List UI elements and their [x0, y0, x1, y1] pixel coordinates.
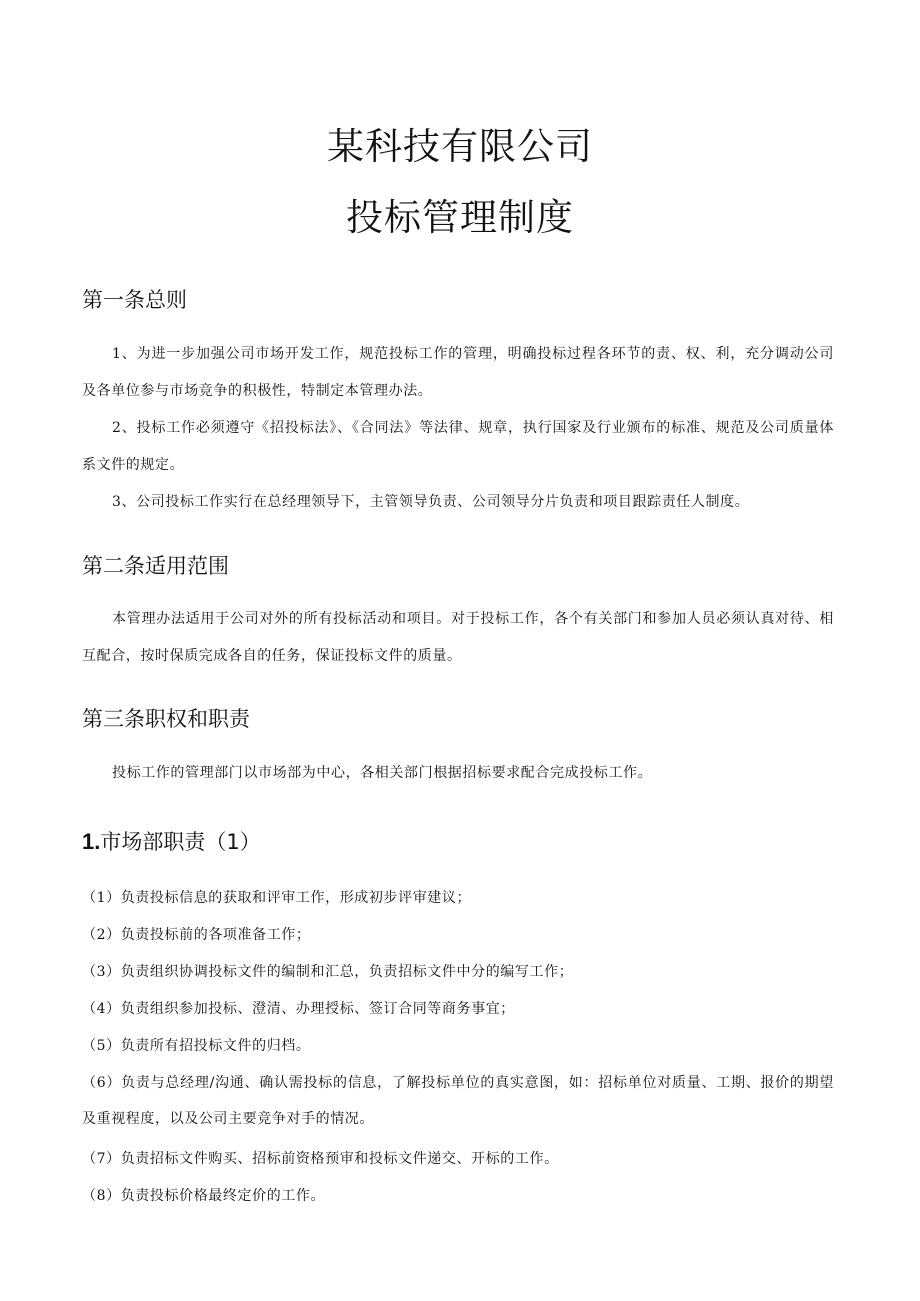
duty-item-3: （3）负责组织协调投标文件的编制和汇总，负责招标文件中分的编写工作；	[82, 964, 574, 980]
section-4-heading-number: 1.	[82, 829, 101, 854]
section-1-paragraph-2: 2、投标工作必须遵守《招投标法》、《合同法》等法律、规章，执行国家及行业颁布的标准、规范及公司质量体系文件的规定。	[82, 420, 834, 473]
section-1-heading: 第一条总则	[82, 288, 187, 312]
section-1-paragraph-1: 1、为进一步加强公司市场开发工作，规范投标工作的管理，明确投标过程各环节的责、权、利，充分调动公司及各单位参与市场竞争的积极性，特制定本管理办法。	[82, 346, 834, 399]
section-4-heading-text: 市场部职责（1）	[100, 830, 261, 854]
section-2-paragraph-1: 本管理办法适用于公司对外的所有投标活动和项目。对于投标工作，各个有关部门和参加人员必须认真对待、相互配合，按时保质完成各自的任务，保证投标文件的质量。	[82, 611, 834, 664]
duty-item-4: （4）负责组织参加投标、澄清、办理授标、签订合同等商务事宜；	[82, 1001, 515, 1017]
duty-item-7: （7）负责招标文件购买、招标前资格预审和投标文件递交、开标的工作。	[82, 1151, 559, 1167]
section-3-heading: 第三条职权和职责	[82, 707, 250, 731]
document-title: 投标管理制度	[346, 196, 574, 239]
section-1-paragraph-3: 3、公司投标工作实行在总经理领导下，主管领导负责、公司领导分片负责和项目跟踪责任人制度。	[112, 494, 750, 510]
section-4-heading	[82, 828, 261, 856]
section-2-heading: 第二条适用范围	[82, 554, 229, 578]
duty-item-5: （5）负责所有招投标文件的归档。	[82, 1038, 311, 1054]
duty-item-8: （8）负责投标价格最终定价的工作。	[82, 1188, 326, 1204]
company-name-title: 某科技有限公司	[327, 125, 593, 168]
duty-item-1: （1）负责投标信息的获取和评审工作，形成初步评审建议；	[82, 890, 472, 906]
section-3-paragraph-1: 投标工作的管理部门以市场部为中心，各相关部门根据招标要求配合完成投标工作。	[112, 765, 653, 781]
duty-item-2: （2）负责投标前的各项准备工作；	[82, 927, 311, 943]
duty-item-6: （6）负责与总经理/沟通、确认需投标的信息，了解投标单位的真实意图，如：招标单位对质量、工期、报价的期望及重视程度，以及公司主要竞争对手的情况。	[82, 1075, 834, 1127]
